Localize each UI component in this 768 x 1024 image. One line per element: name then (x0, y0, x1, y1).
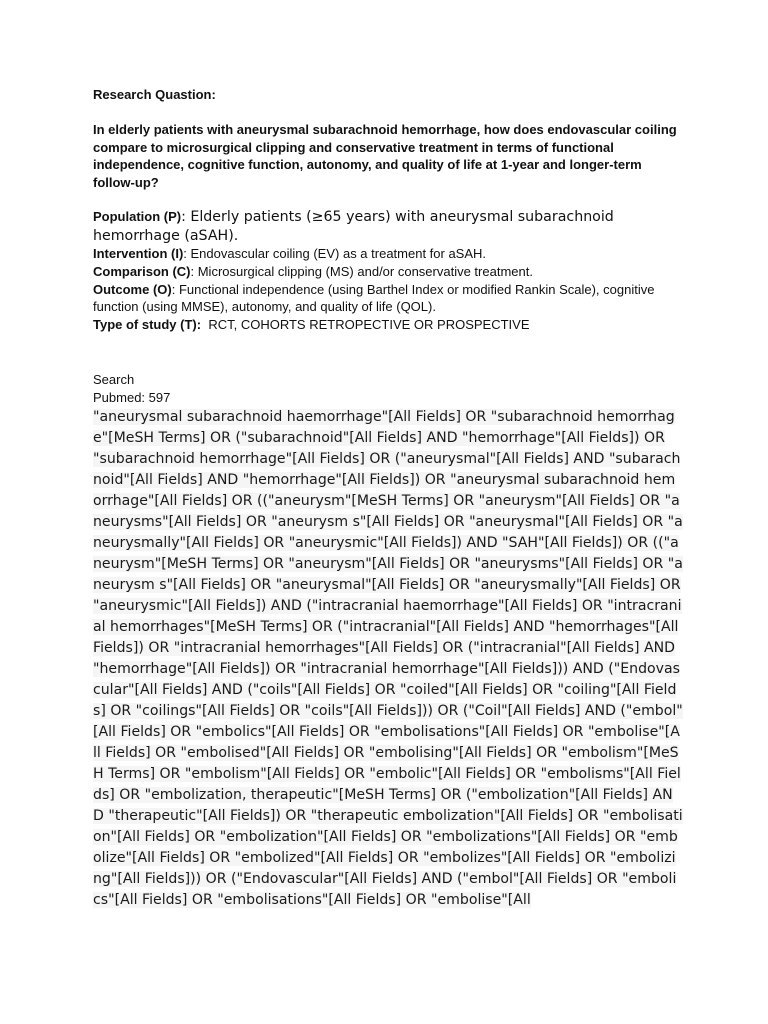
intervention-label: Intervention (I) (93, 246, 184, 262)
pubmed-count: Pubmed: 597 (93, 389, 171, 405)
comparison-value: : Microsurgical clipping (MS) and/or conservative treatment. (190, 263, 533, 279)
population-label: Population (P) (93, 209, 182, 225)
population-row (93, 208, 683, 245)
type-of-study-row (93, 316, 683, 334)
type-of-study-value: RCT, COHORTS RETROPECTIVE OR PROSPECTIVE (201, 316, 530, 332)
research-question-heading: Research Quastion: (93, 87, 216, 102)
outcome-label: Outcome (O) (93, 281, 172, 297)
comparison-row (93, 263, 683, 281)
outcome-row (93, 281, 683, 316)
search-query-text (93, 407, 683, 911)
document-page (93, 86, 683, 911)
outcome-value: : Functional independence (using Barthel Index or modified Rankin Scale), cognitive function (using MMSE), autonomy, and quality of life (QOL). (93, 281, 655, 315)
search-label: Search (93, 372, 135, 388)
comparison-label: Comparison (C) (93, 263, 191, 279)
search-query-highlight: "aneurysmal subarachnoid haemorrhage"[All Fields] OR "subarachnoid hemorrhage"[MeSH Terms] OR ("subarachnoid"[All Fields] AND "hemorrhage"[All Fields]) OR "subarachnoid hemorrhage"[All Fields] OR ("aneurysmal"[All Fields] AND "subarachnoid"[All Fields] AND "hemorrhage"[All Fields]) OR "aneurysmal subarachnoid hemorrhage"[All Fields] OR (("aneurysm"[MeSH Terms] OR "aneurysm"[All Fields] OR "aneurysms"[All Fields] OR "aneurysm s"[All Fields] OR "aneurysmal"[All Fields] OR "aneurysmally"[All Fields] OR "aneurysmic"[All Fields]) AND "SAH"[All Fields]) OR (("aneurysm"[MeSH Terms] OR "aneurysm"[All Fields] OR "aneurysms"[All Fields] OR "aneurysm s"[All Fields] OR "aneurysmal"[All Fields] OR "aneurysmally"[All Fields] OR "aneurysmic"[All Fields]) AND ("intracranial haemorrhage"[All Fields] OR "intracranial hemorrhages"[MeSH Terms] OR ("intracranial"[All Fields] AND "hemorrhages"[All Fields]) OR "intracranial hemorrhages"[All Fields] OR ("intracranial"[All Fields] AND "hemorrhage"[All Fields]) OR "intracranial hemorrhage"[All Fields])) AND ("Endovascular"[All Fields] AND ("coils"[All Fields] OR "coiled"[All Fields] OR "coiling"[All Fields] OR "coilings"[All Fields] OR "coils"[All Fields])) OR ("Coil"[All Fields] AND ("embol"[All Fields] OR "embolics"[All Fields] OR "embolisations"[All Fields] OR "embolise"[All Fields] OR "embolised"[All Fields] OR "embolising"[All Fields] OR "embolism"[MeSH Terms] OR "embolism"[All Fields] OR "embolic"[All Fields] OR "embolisms"[All Fields] OR "embolization, therapeutic"[MeSH Terms] OR ("embolization"[All Fields] AND "therapeutic"[All Fields]) OR "therapeutic embolization"[All Fields] OR "embolisation"[All Fields] OR "embolization"[All Fields] OR "embolizations"[All Fields] OR "embolize"[All Fields] OR "embolized"[All Fields] OR "embolizes"[All Fields] OR "embolizing"[All Fields])) OR ("Endovascular"[All Fields] AND ("embol"[All Fields] OR "embolics"[All Fields] OR "embolisations"[All Fields] OR "embolise"[All (93, 409, 683, 909)
intervention-row (93, 245, 683, 263)
search-block (93, 371, 683, 911)
research-question-text: In elderly patients with aneurysmal subarachnoid hemorrhage, how does endovascular coiling compare to microsurgical clipping and conservative treatment in terms of functional independence, cognitive function, autonomy, and quality of life at 1-year and longer-term follow-up? (93, 122, 677, 190)
pico-block (93, 208, 683, 333)
population-value: : Elderly patients (≥65 years) with aneurysmal subarachnoid hemorrhage (aSAH). (93, 209, 614, 244)
type-of-study-label: Type of study (T): (93, 316, 202, 332)
intervention-value: : Endovascular coiling (EV) as a treatment for aSAH. (183, 246, 487, 262)
